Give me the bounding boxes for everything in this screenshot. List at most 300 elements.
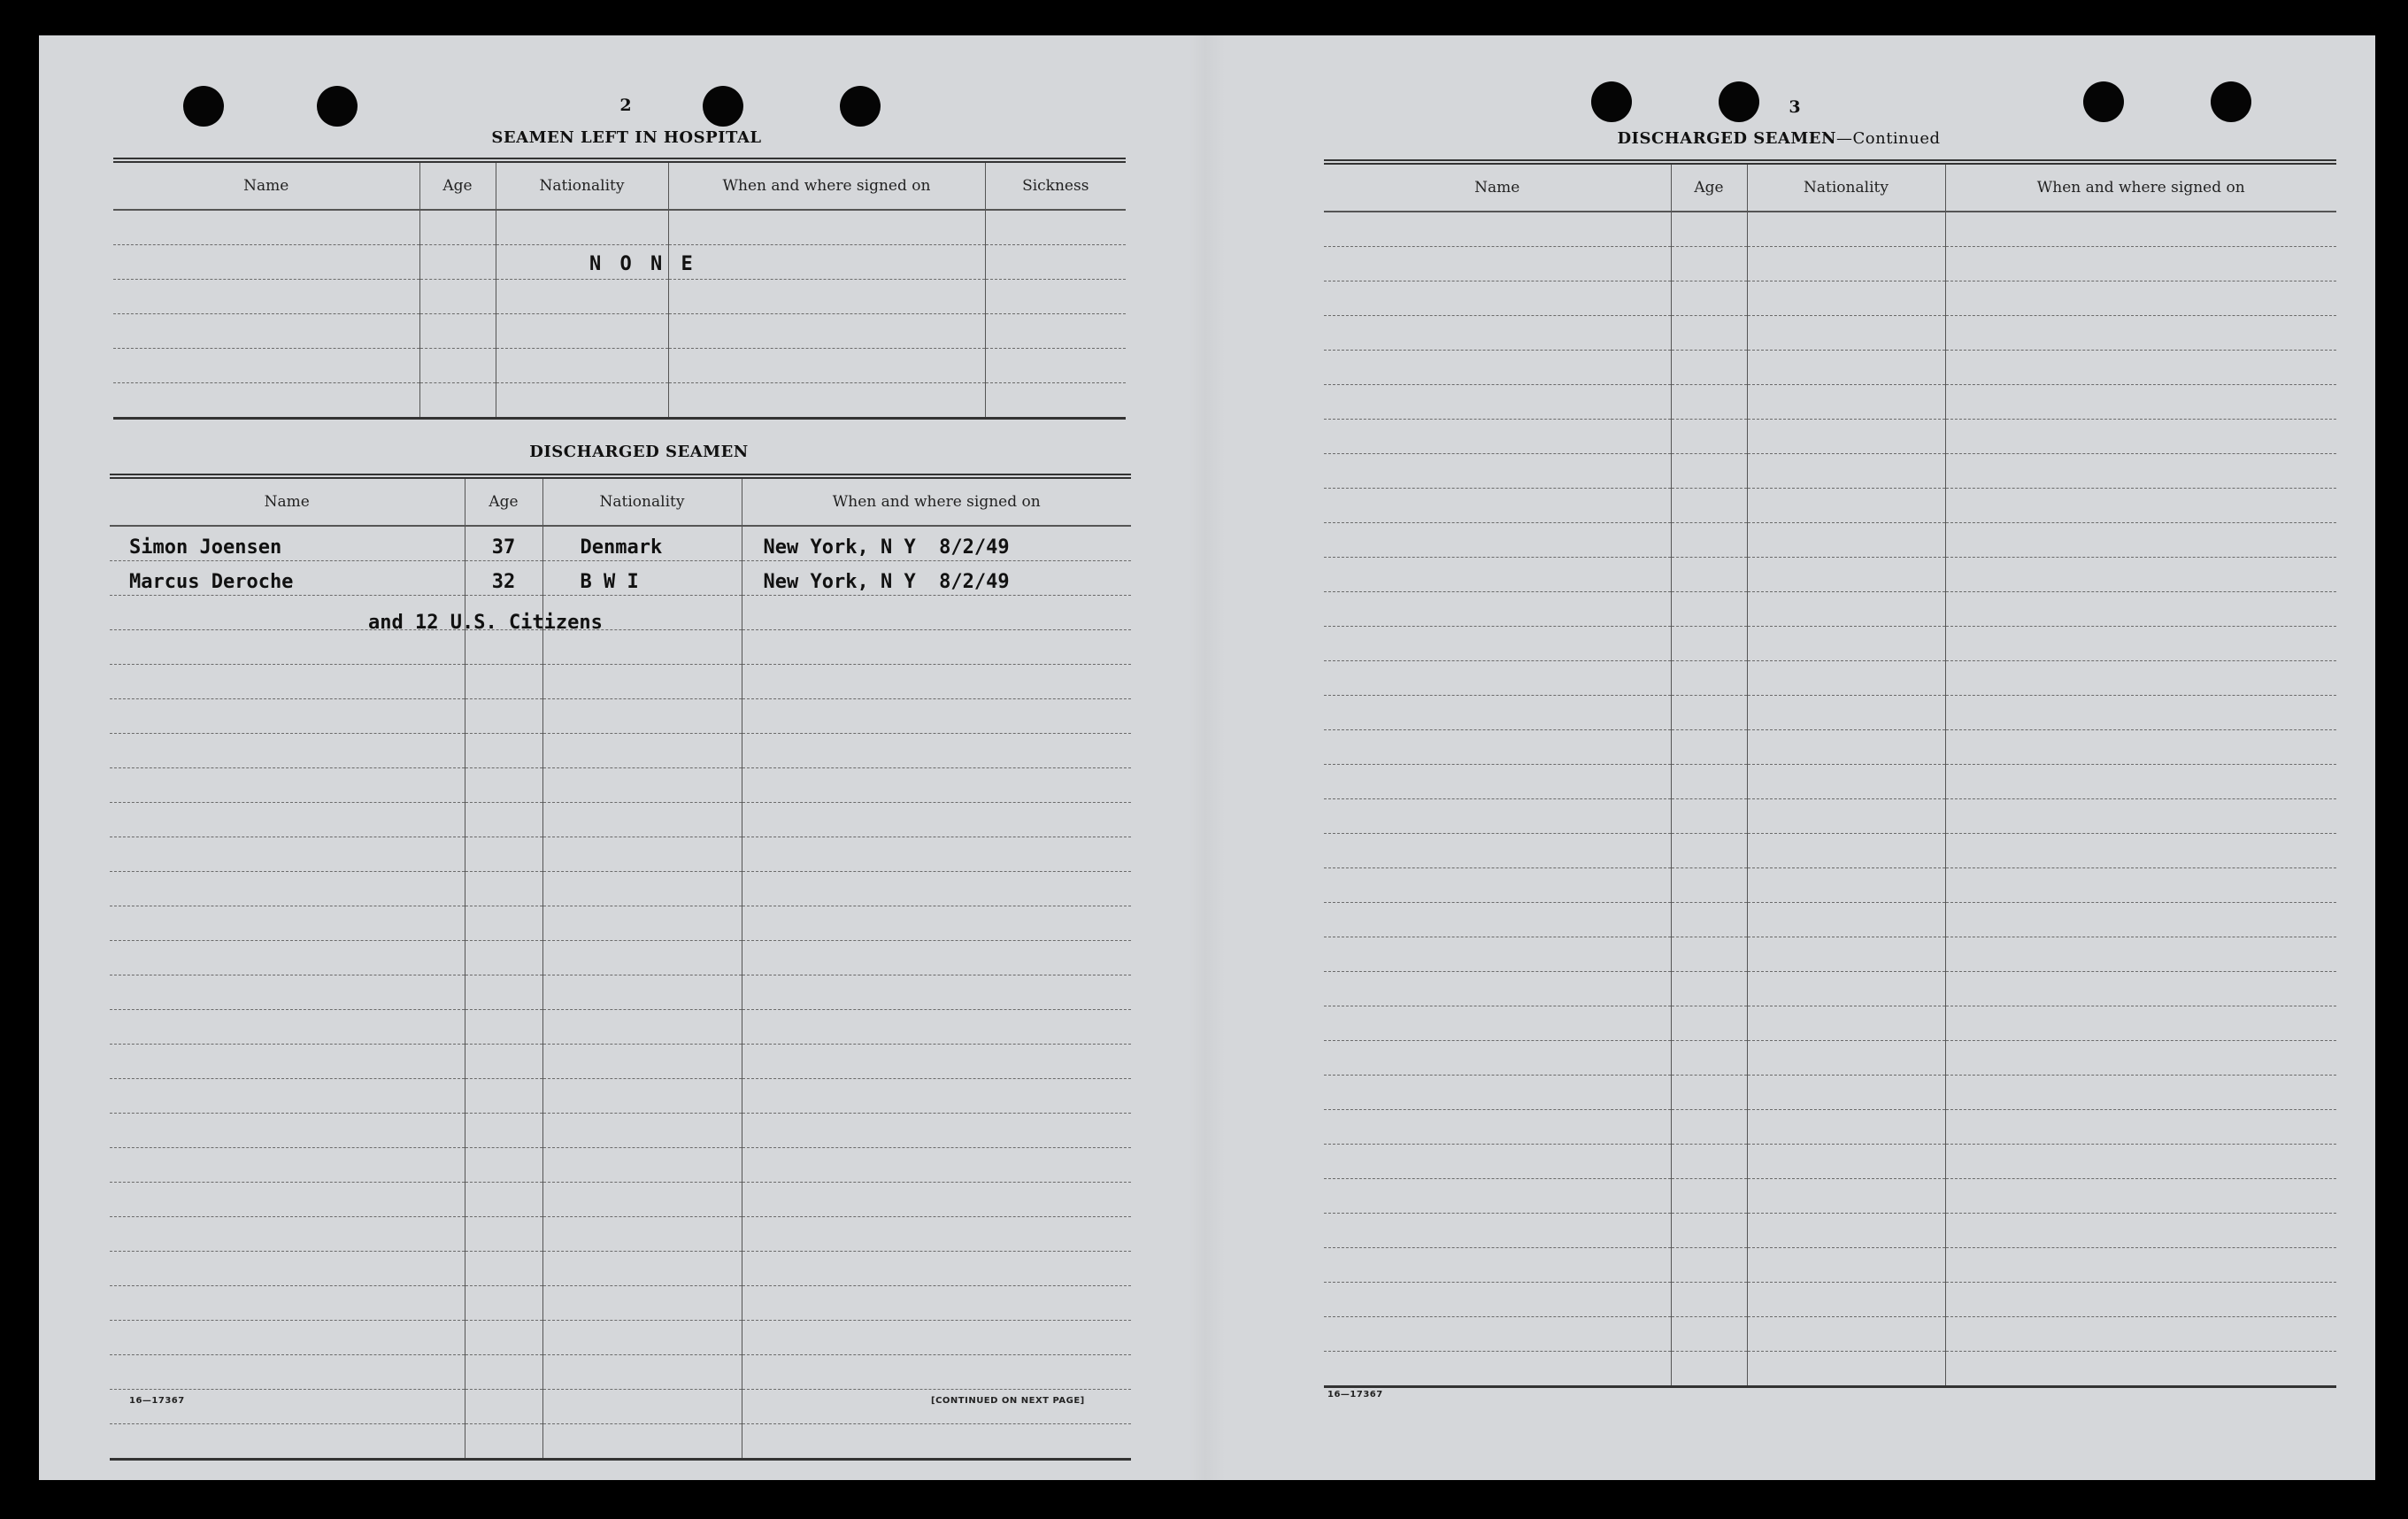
blank-cell xyxy=(1747,351,1945,385)
blank-cell xyxy=(1747,385,1945,420)
seaman-name: Simon Joensen xyxy=(110,526,465,561)
table-row xyxy=(110,872,1131,906)
table-row xyxy=(1324,799,2336,834)
blank-cell xyxy=(1945,385,2336,420)
discharged-table xyxy=(110,474,1131,1461)
blank-cell xyxy=(465,1045,542,1079)
blank-cell xyxy=(1945,799,2336,834)
blank-cell xyxy=(1945,696,2336,730)
blank-cell xyxy=(1671,247,1747,281)
blank-rows xyxy=(1324,212,2336,1387)
blank-cell xyxy=(1945,765,2336,799)
table-row xyxy=(1324,1006,2336,1041)
right-page xyxy=(1225,35,2375,1480)
table-row xyxy=(110,768,1131,803)
blank-cell xyxy=(110,630,465,665)
title-suffix: —Continued xyxy=(1835,129,1941,148)
blank-cell xyxy=(742,596,1131,630)
blank-cell xyxy=(1324,903,1671,937)
blank-cell xyxy=(1945,1179,2336,1214)
table-row xyxy=(110,1424,1131,1460)
blank-cell xyxy=(1324,1006,1671,1041)
table-row xyxy=(1324,420,2336,454)
blank-cell xyxy=(1945,558,2336,592)
table-row xyxy=(110,630,1131,665)
blank-cell xyxy=(742,665,1131,699)
table-row xyxy=(110,699,1131,734)
blank-cell xyxy=(542,803,742,837)
blank-cell xyxy=(542,906,742,941)
table-row xyxy=(110,734,1131,768)
blank-cell xyxy=(1324,1317,1671,1352)
table-row xyxy=(110,837,1131,872)
blank-cell xyxy=(1671,661,1747,696)
blank-cell xyxy=(542,872,742,906)
blank-cell xyxy=(1324,281,1671,316)
blank-cell xyxy=(1324,696,1671,730)
blank-cell xyxy=(1945,1248,2336,1283)
blank-cell xyxy=(1945,1145,2336,1179)
blank-cell xyxy=(1747,1248,1945,1283)
table-row xyxy=(1324,1248,2336,1283)
blank-cell xyxy=(110,1079,465,1114)
blank-cell xyxy=(1747,420,1945,454)
blank-cell xyxy=(1747,972,1945,1006)
hospital-table xyxy=(113,158,1126,420)
blank-cell xyxy=(1945,316,2336,351)
blank-cell xyxy=(465,906,542,941)
punch-hole xyxy=(183,86,224,127)
blank-cell xyxy=(1945,937,2336,972)
blank-cell xyxy=(465,1424,542,1460)
blank-cell xyxy=(542,1045,742,1079)
blank-cell xyxy=(542,699,742,734)
blank-cell xyxy=(1747,765,1945,799)
blank-cell xyxy=(742,1148,1131,1183)
blank-cell xyxy=(1747,1041,1945,1076)
title-text: DISCHARGED SEAMEN xyxy=(1617,129,1836,148)
blank-cell xyxy=(1671,1352,1747,1387)
blank-cell xyxy=(465,1148,542,1183)
blank-cell xyxy=(542,1114,742,1148)
blank-cell xyxy=(1324,420,1671,454)
table-row xyxy=(1324,1214,2336,1248)
blank-cell xyxy=(1747,1179,1945,1214)
column-header: Nationality xyxy=(1747,162,1945,212)
hospital-section-title: SEAMEN LEFT IN HOSPITAL xyxy=(491,128,762,147)
column-header: Sickness xyxy=(985,160,1126,210)
form-number: 16—17367 xyxy=(1327,1390,1383,1399)
table-row xyxy=(113,210,1126,245)
blank-cell xyxy=(110,1217,465,1252)
blank-cell xyxy=(1747,523,1945,558)
blank-cell xyxy=(742,1010,1131,1045)
table-row xyxy=(113,314,1126,349)
scanned-document xyxy=(39,35,2375,1480)
blank-cell xyxy=(542,1286,742,1321)
blank-cell xyxy=(465,665,542,699)
blank-cell xyxy=(742,803,1131,837)
blank-cell xyxy=(542,837,742,872)
blank-cell xyxy=(110,699,465,734)
blank-cell xyxy=(465,1321,542,1355)
blank-cell xyxy=(465,699,542,734)
blank-cell xyxy=(1324,592,1671,627)
blank-cell xyxy=(465,941,542,975)
blank-cell xyxy=(110,1321,465,1355)
blank-cell xyxy=(1945,1283,2336,1317)
blank-cell xyxy=(465,734,542,768)
table-row xyxy=(1324,454,2336,489)
blank-cell xyxy=(110,872,465,906)
blank-cell xyxy=(1671,972,1747,1006)
blank-cell xyxy=(1671,937,1747,972)
blank-cell xyxy=(742,1183,1131,1217)
blank-cell xyxy=(1671,1006,1747,1041)
blank-cell xyxy=(1324,1041,1671,1076)
blank-cell xyxy=(1945,627,2336,661)
page-number: 3 xyxy=(1789,97,1801,117)
blank-cell xyxy=(110,837,465,872)
blank-cell xyxy=(1671,420,1747,454)
table-row xyxy=(1324,385,2336,420)
blank-cell xyxy=(1671,868,1747,903)
table-row xyxy=(1324,868,2336,903)
blank-cell xyxy=(742,1217,1131,1252)
table-row xyxy=(1324,937,2336,972)
blank-cell xyxy=(110,665,465,699)
table-row xyxy=(113,349,1126,383)
seaman-age: 32 xyxy=(465,561,542,596)
blank-cell xyxy=(1324,937,1671,972)
table-row xyxy=(1324,281,2336,316)
punch-hole xyxy=(703,86,743,127)
table-row xyxy=(110,1355,1131,1390)
blank-cell xyxy=(1671,592,1747,627)
blank-cell xyxy=(1945,592,2336,627)
blank-cell xyxy=(1945,247,2336,281)
blank-cell xyxy=(465,1079,542,1114)
table-row xyxy=(1324,592,2336,627)
blank-cell xyxy=(110,1252,465,1286)
table-row xyxy=(110,1217,1131,1252)
table-row xyxy=(1324,247,2336,281)
blank-cell xyxy=(1671,1041,1747,1076)
blank-cell xyxy=(1671,489,1747,523)
blank-cell xyxy=(1747,592,1945,627)
blank-cell xyxy=(542,1217,742,1252)
blank-cell xyxy=(1747,661,1945,696)
blank-cell xyxy=(742,768,1131,803)
blank-cell xyxy=(1324,385,1671,420)
blank-cell xyxy=(465,1183,542,1217)
table-row xyxy=(1324,1110,2336,1145)
column-header: Name xyxy=(110,476,465,526)
blank-cell xyxy=(1747,558,1945,592)
blank-cell xyxy=(542,1390,742,1424)
seaman-nationality: B W I xyxy=(542,561,742,596)
blank-cell xyxy=(465,768,542,803)
table-row xyxy=(113,383,1126,419)
blank-cell xyxy=(1747,316,1945,351)
blank-cell xyxy=(1324,1076,1671,1110)
blank-cell xyxy=(1671,1076,1747,1110)
blank-cell xyxy=(1671,834,1747,868)
page-number: 2 xyxy=(619,96,632,115)
left-page xyxy=(39,35,1189,1480)
blank-cell xyxy=(742,941,1131,975)
blank-cell xyxy=(1747,834,1945,868)
blank-cell xyxy=(542,1355,742,1390)
blank-cell xyxy=(110,734,465,768)
blank-cell xyxy=(1747,1076,1945,1110)
blank-cell xyxy=(1671,523,1747,558)
table-row xyxy=(1324,696,2336,730)
punch-hole xyxy=(1591,81,1632,122)
blank-cell xyxy=(1747,1110,1945,1145)
blank-cell xyxy=(1945,1076,2336,1110)
table-row xyxy=(110,1321,1131,1355)
table-row xyxy=(1324,661,2336,696)
continued-label: [CONTINUED ON NEXT PAGE] xyxy=(931,1396,1085,1406)
blank-cell xyxy=(465,1355,542,1390)
blank-cell xyxy=(1671,281,1747,316)
blank-cell xyxy=(465,1286,542,1321)
table-row xyxy=(110,596,1131,630)
blank-cell xyxy=(742,630,1131,665)
blank-cell xyxy=(110,906,465,941)
blank-cell xyxy=(465,1114,542,1148)
blank-cell xyxy=(1945,1352,2336,1387)
blank-cell xyxy=(1324,247,1671,281)
blank-cell xyxy=(1671,385,1747,420)
punch-hole xyxy=(840,86,881,127)
blank-cell xyxy=(542,630,742,665)
blank-rows xyxy=(110,596,1131,1460)
blank-cell xyxy=(1671,558,1747,592)
column-header: When and where signed on xyxy=(1945,162,2336,212)
table-row xyxy=(1324,765,2336,799)
blank-cell xyxy=(1945,903,2336,937)
table-row xyxy=(110,1252,1131,1286)
blank-cell xyxy=(742,837,1131,872)
blank-cell xyxy=(465,837,542,872)
blank-cell xyxy=(742,1390,1131,1424)
blank-cell xyxy=(1747,1006,1945,1041)
blank-cell xyxy=(465,630,542,665)
blank-cell xyxy=(542,1321,742,1355)
blank-cell xyxy=(1747,1352,1945,1387)
blank-cell xyxy=(1747,1214,1945,1248)
blank-cell xyxy=(1945,281,2336,316)
blank-cell xyxy=(1747,937,1945,972)
blank-cell xyxy=(465,975,542,1010)
blank-cell xyxy=(1945,420,2336,454)
blank-cell xyxy=(542,1183,742,1217)
table-row xyxy=(1324,1179,2336,1214)
blank-cell xyxy=(1324,765,1671,799)
column-header: Name xyxy=(113,160,419,210)
seaman-signed-on: New York, N Y 8/2/49 xyxy=(742,561,1131,596)
blank-cell xyxy=(542,1148,742,1183)
column-header: Nationality xyxy=(542,476,742,526)
punch-hole xyxy=(2083,81,2124,122)
blank-cell xyxy=(1671,212,1747,247)
blank-cell xyxy=(1671,454,1747,489)
blank-cell xyxy=(110,768,465,803)
blank-cell xyxy=(1945,212,2336,247)
table-row xyxy=(110,526,1131,561)
discharged-section-title: DISCHARGED SEAMEN xyxy=(529,443,749,461)
blank-cell xyxy=(542,1010,742,1045)
punch-hole xyxy=(317,86,358,127)
column-header: Age xyxy=(1671,162,1747,212)
blank-cell xyxy=(1747,1283,1945,1317)
blank-cell xyxy=(742,699,1131,734)
column-header: Nationality xyxy=(496,160,668,210)
table-row xyxy=(110,1390,1131,1424)
column-header: Age xyxy=(419,160,496,210)
blank-cell xyxy=(742,1045,1131,1079)
blank-cell xyxy=(1747,1317,1945,1352)
blank-cell xyxy=(110,1355,465,1390)
table-row xyxy=(1324,1317,2336,1352)
table-row xyxy=(1324,351,2336,385)
blank-cell xyxy=(1945,730,2336,765)
blank-cell xyxy=(1324,730,1671,765)
table-row xyxy=(110,975,1131,1010)
blank-cell xyxy=(465,1390,542,1424)
blank-cell xyxy=(1671,1214,1747,1248)
blank-cell xyxy=(1945,523,2336,558)
column-header: Name xyxy=(1324,162,1671,212)
blank-cell xyxy=(1324,661,1671,696)
blank-cell xyxy=(1324,523,1671,558)
table-row xyxy=(1324,1076,2336,1110)
blank-cell xyxy=(742,975,1131,1010)
seaman-nationality: Denmark xyxy=(542,526,742,561)
blank-cell xyxy=(1324,454,1671,489)
blank-cell xyxy=(542,1424,742,1460)
blank-cell xyxy=(1324,1248,1671,1283)
table-row xyxy=(1324,489,2336,523)
table-row xyxy=(1324,212,2336,247)
table-row xyxy=(110,561,1131,596)
blank-cell xyxy=(1671,903,1747,937)
blank-cell xyxy=(1324,1145,1671,1179)
blank-cell xyxy=(542,1079,742,1114)
table-row xyxy=(110,1148,1131,1183)
blank-cell xyxy=(1747,903,1945,937)
blank-cell xyxy=(110,975,465,1010)
blank-cell xyxy=(1324,972,1671,1006)
table-row xyxy=(1324,1352,2336,1387)
table-row xyxy=(110,803,1131,837)
blank-cell xyxy=(742,1355,1131,1390)
table-row xyxy=(1324,316,2336,351)
blank-cell xyxy=(1671,316,1747,351)
blank-cell xyxy=(110,1010,465,1045)
blank-cell xyxy=(1671,627,1747,661)
blank-cell xyxy=(110,1390,465,1424)
none-note: N O N E xyxy=(589,253,696,275)
blank-cell xyxy=(1747,799,1945,834)
blank-cell xyxy=(1747,627,1945,661)
column-header: When and where signed on xyxy=(742,476,1131,526)
table-row xyxy=(1324,834,2336,868)
table-row xyxy=(1324,730,2336,765)
blank-cell xyxy=(542,734,742,768)
blank-cell xyxy=(1324,799,1671,834)
discharged-continued-title xyxy=(1617,129,1940,148)
blank-cell xyxy=(1671,730,1747,765)
blank-cell xyxy=(1671,1179,1747,1214)
blank-cell xyxy=(742,1286,1131,1321)
blank-cell xyxy=(465,1252,542,1286)
blank-cell xyxy=(1671,696,1747,730)
blank-cell xyxy=(1324,1110,1671,1145)
form-number: 16—17367 xyxy=(129,1396,185,1406)
blank-cell xyxy=(742,1321,1131,1355)
blank-cell xyxy=(1747,730,1945,765)
blank-cell xyxy=(1747,868,1945,903)
blank-cell xyxy=(1747,247,1945,281)
blank-cell xyxy=(542,941,742,975)
blank-cell xyxy=(1945,1110,2336,1145)
discharged-continued-table xyxy=(1324,159,2336,1388)
blank-cell xyxy=(1945,972,2336,1006)
blank-cell xyxy=(1324,1352,1671,1387)
blank-cell xyxy=(1747,489,1945,523)
blank-cell xyxy=(1671,1317,1747,1352)
table-row xyxy=(110,1045,1131,1079)
table-row xyxy=(110,665,1131,699)
table-row xyxy=(1324,972,2336,1006)
blank-cell xyxy=(1945,351,2336,385)
blank-cell xyxy=(1324,1283,1671,1317)
blank-cell xyxy=(1671,1248,1747,1283)
blank-cell xyxy=(742,1114,1131,1148)
blank-cell xyxy=(742,734,1131,768)
seaman-name: Marcus Deroche xyxy=(110,561,465,596)
blank-cell xyxy=(1324,558,1671,592)
blank-cell xyxy=(1324,351,1671,385)
blank-cell xyxy=(1324,627,1671,661)
blank-cell xyxy=(465,1010,542,1045)
blank-cell xyxy=(110,1045,465,1079)
blank-cell xyxy=(1324,1214,1671,1248)
blank-cell xyxy=(1324,489,1671,523)
blank-cell xyxy=(465,872,542,906)
blank-cell xyxy=(110,1286,465,1321)
blank-cell xyxy=(542,975,742,1010)
blank-cell xyxy=(542,665,742,699)
table-row xyxy=(1324,523,2336,558)
blank-cell xyxy=(1671,1145,1747,1179)
blank-cell xyxy=(1671,799,1747,834)
blank-cell xyxy=(742,1252,1131,1286)
table-row xyxy=(1324,1283,2336,1317)
blank-cell xyxy=(1324,834,1671,868)
blank-cell xyxy=(1671,765,1747,799)
page-fold xyxy=(1189,35,1225,1480)
seaman-age: 37 xyxy=(465,526,542,561)
blank-cell xyxy=(1945,1214,2336,1248)
punch-hole xyxy=(1719,81,1759,122)
blank-cell xyxy=(1747,281,1945,316)
blank-cell xyxy=(1945,454,2336,489)
blank-cell xyxy=(1747,454,1945,489)
